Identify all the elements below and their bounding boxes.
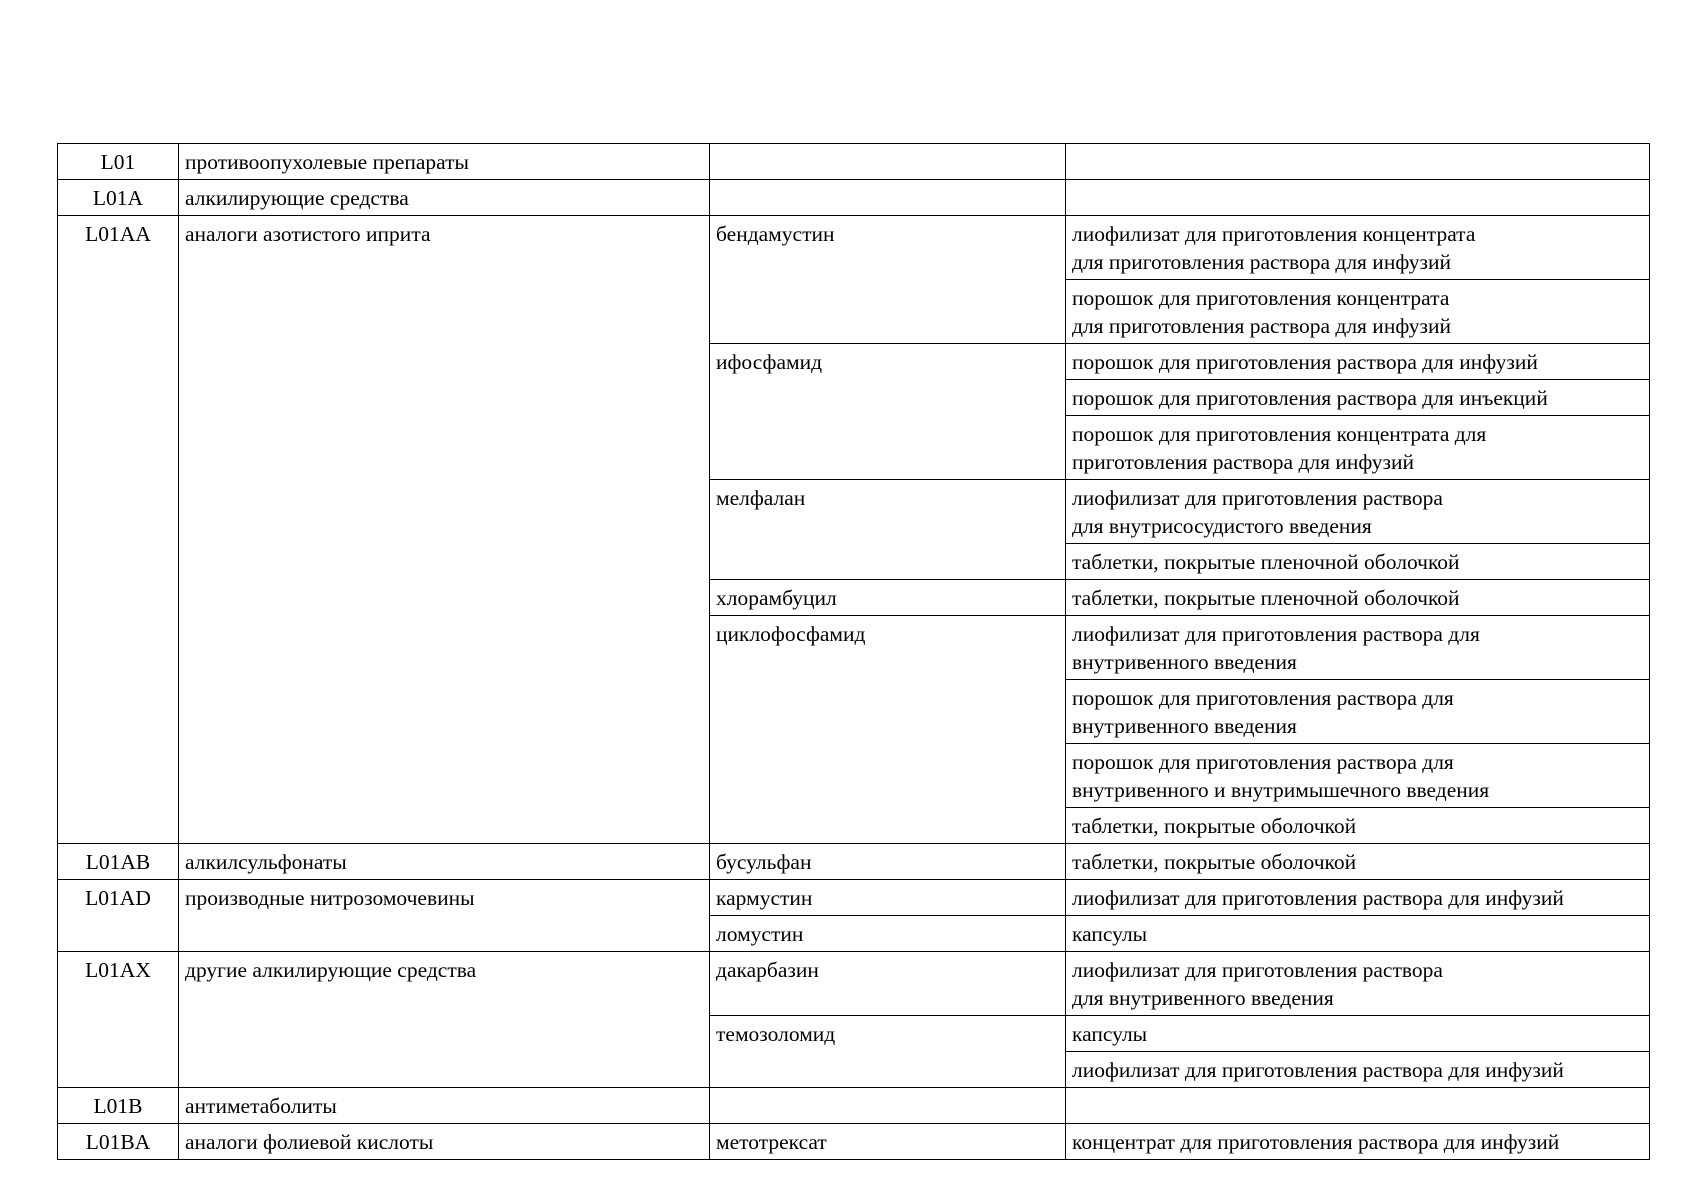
table-row — [58, 216, 1650, 280]
group-name: производные нитрозомочевины — [185, 886, 475, 910]
atc-code: L01AB — [85, 850, 151, 874]
table-row — [58, 844, 1650, 880]
atc-code-cell — [58, 144, 179, 180]
drug-name: бусульфан — [716, 850, 812, 874]
group-name-cell — [179, 1124, 710, 1160]
dosage-form-cell — [1066, 380, 1650, 416]
dosage-form-cell — [1066, 416, 1650, 480]
table-row — [58, 880, 1650, 916]
dosage-form-line: порошок для приготовления раствора для — [1072, 686, 1454, 710]
drug-name-cell — [710, 180, 1066, 216]
atc-code: L01B — [93, 1094, 143, 1118]
dosage-form-line: лиофилизат для приготовления раствора для инфузий — [1072, 886, 1564, 910]
atc-code-cell — [58, 952, 179, 1088]
dosage-form-line: порошок для приготовления раствора для — [1072, 750, 1454, 774]
dosage-form-cell — [1066, 616, 1650, 680]
dosage-form-line: таблетки, покрытые пленочной оболочкой — [1072, 550, 1460, 574]
drug-name: мелфалан — [716, 486, 806, 510]
dosage-form-line: капсулы — [1072, 1022, 1148, 1046]
dosage-form-cell — [1066, 952, 1650, 1016]
drug-name: ломустин — [716, 922, 804, 946]
dosage-form-line: для внутрисосудистого введения — [1072, 514, 1372, 538]
dosage-form-line: лиофилизат для приготовления концентрата — [1072, 222, 1476, 246]
drug-name: циклофосфамид — [716, 622, 866, 646]
drug-name-cell — [710, 616, 1066, 844]
table-row — [58, 1124, 1650, 1160]
group-name-cell — [179, 952, 710, 1088]
dosage-form-cell — [1066, 544, 1650, 580]
atc-code: L01AX — [85, 958, 151, 982]
dosage-form-cell — [1066, 1124, 1650, 1160]
dosage-form-line: лиофилизат для приготовления раствора для инфузий — [1072, 1058, 1564, 1082]
atc-code-cell — [58, 880, 179, 952]
dosage-form-line: для внутривенного введения — [1072, 986, 1334, 1010]
atc-code-cell — [58, 180, 179, 216]
group-name: алкилсульфонаты — [185, 850, 347, 874]
drug-name-cell — [710, 1088, 1066, 1124]
dosage-form-cell — [1066, 844, 1650, 880]
group-name-cell — [179, 844, 710, 880]
group-name: противоопухолевые препараты — [185, 150, 469, 174]
group-name: алкилирующие средства — [185, 186, 409, 210]
drug-name-cell — [710, 844, 1066, 880]
group-name: аналоги азотистого иприта — [185, 222, 431, 246]
drug-name-cell — [710, 216, 1066, 344]
table-row — [58, 952, 1650, 1016]
dosage-form-line: внутривенного введения — [1072, 650, 1297, 674]
dosage-form-line: внутривенного и внутримышечного введения — [1072, 778, 1490, 802]
atc-code: L01AA — [85, 222, 151, 246]
drug-name: бендамустин — [716, 222, 835, 246]
dosage-form-line: лиофилизат для приготовления раствора — [1072, 486, 1443, 510]
atc-code: L01AD — [85, 886, 151, 910]
dosage-form-line: лиофилизат для приготовления раствора для — [1072, 622, 1480, 646]
atc-code: L01BA — [85, 1130, 151, 1154]
atc-code-cell — [58, 1124, 179, 1160]
table-row — [58, 144, 1650, 180]
dosage-form-line: таблетки, покрытые пленочной оболочкой — [1072, 586, 1460, 610]
drug-name-cell — [710, 344, 1066, 480]
drug-name-cell — [710, 952, 1066, 1016]
group-name: другие алкилирующие средства — [185, 958, 477, 982]
drug-name-cell — [710, 580, 1066, 616]
group-name-cell — [179, 216, 710, 844]
drug-name-cell — [710, 480, 1066, 580]
dosage-form-line: порошок для приготовления раствора для инъекций — [1072, 386, 1548, 410]
drug-classification-table — [57, 143, 1650, 1160]
dosage-form-cell — [1066, 1016, 1650, 1052]
atc-code-cell — [58, 216, 179, 844]
dosage-form-cell — [1066, 916, 1650, 952]
atc-code: L01 — [100, 150, 136, 174]
dosage-form-cell — [1066, 216, 1650, 280]
dosage-form-line: концентрат для приготовления раствора для инфузий — [1072, 1130, 1560, 1154]
group-name-cell — [179, 880, 710, 952]
atc-code-cell — [58, 1088, 179, 1124]
drug-name: дакарбазин — [716, 958, 819, 982]
atc-code: L01A — [92, 186, 144, 210]
dosage-form-cell — [1066, 1052, 1650, 1088]
drug-name-cell — [710, 916, 1066, 952]
dosage-form-line: лиофилизат для приготовления раствора — [1072, 958, 1443, 982]
dosage-form-cell — [1066, 344, 1650, 380]
dosage-form-cell — [1066, 1088, 1650, 1124]
drug-name: темозоломид — [716, 1022, 836, 1046]
drug-name: ифосфамид — [716, 350, 823, 374]
dosage-form-cell — [1066, 180, 1650, 216]
dosage-form-cell — [1066, 744, 1650, 808]
drug-name: метотрексат — [716, 1130, 827, 1154]
drug-name-cell — [710, 144, 1066, 180]
group-name-cell — [179, 144, 710, 180]
dosage-form-line: для приготовления раствора для инфузий — [1072, 314, 1451, 338]
table-row — [58, 180, 1650, 216]
dosage-form-cell — [1066, 144, 1650, 180]
group-name: антиметаболиты — [185, 1094, 337, 1118]
table-row — [58, 1088, 1650, 1124]
dosage-form-line: порошок для приготовления концентрата — [1072, 286, 1450, 310]
drug-name: хлорамбуцил — [716, 586, 837, 610]
drug-name-cell — [710, 880, 1066, 916]
dosage-form-cell — [1066, 880, 1650, 916]
group-name-cell — [179, 1088, 710, 1124]
dosage-form-cell — [1066, 480, 1650, 544]
atc-code-cell — [58, 844, 179, 880]
dosage-form-cell — [1066, 808, 1650, 844]
dosage-form-cell — [1066, 280, 1650, 344]
dosage-form-line: для приготовления раствора для инфузий — [1072, 250, 1451, 274]
dosage-form-line: таблетки, покрытые оболочкой — [1072, 850, 1357, 874]
group-name-cell — [179, 180, 710, 216]
dosage-form-cell — [1066, 580, 1650, 616]
dosage-form-line: таблетки, покрытые оболочкой — [1072, 814, 1357, 838]
dosage-form-line: порошок для приготовления раствора для инфузий — [1072, 350, 1538, 374]
drug-name-cell — [710, 1016, 1066, 1088]
drug-name: кармустин — [716, 886, 813, 910]
group-name: аналоги фолиевой кислоты — [185, 1130, 434, 1154]
dosage-form-cell — [1066, 680, 1650, 744]
dosage-form-line: капсулы — [1072, 922, 1148, 946]
drug-name-cell — [710, 1124, 1066, 1160]
table-body — [58, 144, 1650, 1160]
dosage-form-line: внутривенного введения — [1072, 714, 1297, 738]
dosage-form-line: приготовления раствора для инфузий — [1072, 450, 1415, 474]
dosage-form-line: порошок для приготовления концентрата для — [1072, 422, 1487, 446]
